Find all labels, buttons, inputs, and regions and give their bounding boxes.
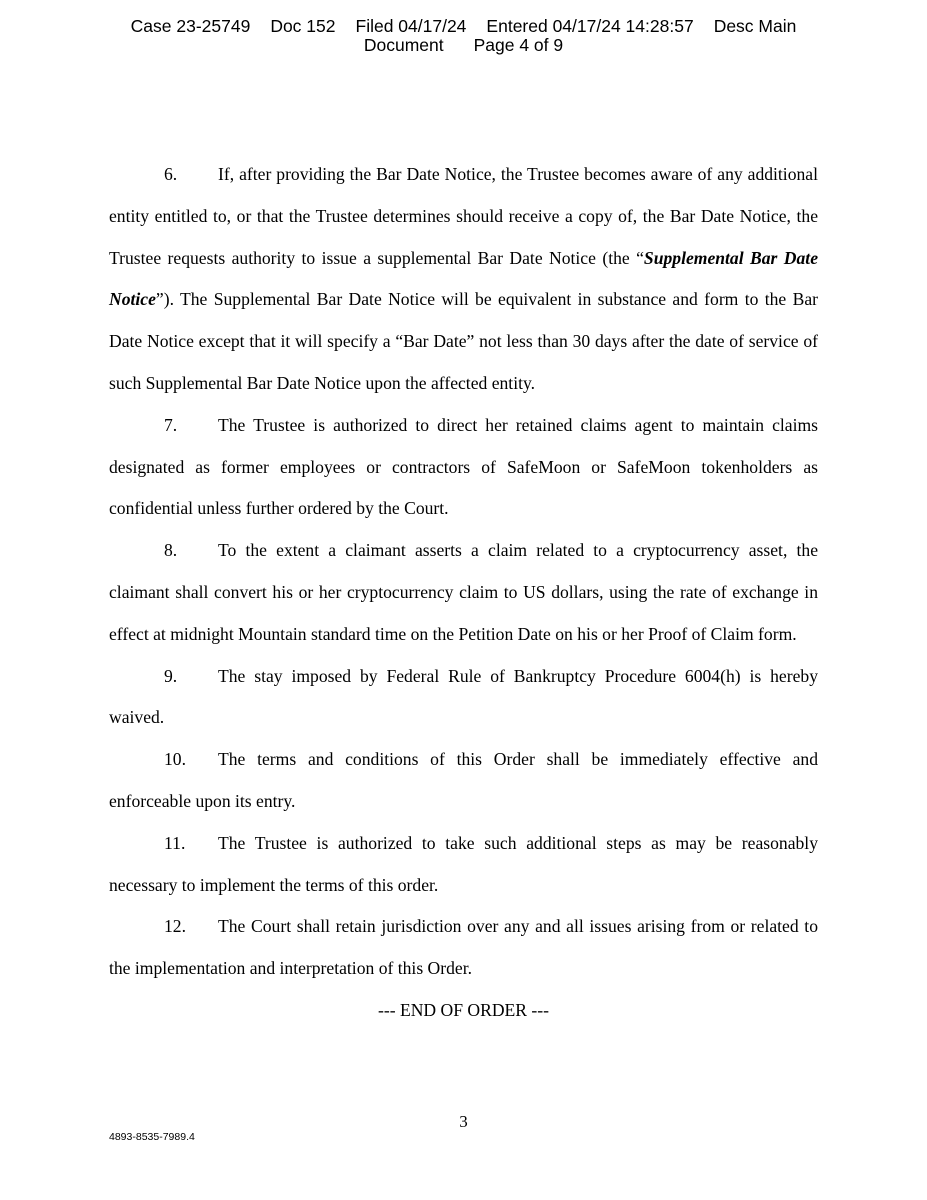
- paragraph-11: [109, 823, 818, 907]
- stamp-line-2: [0, 36, 927, 55]
- paragraph-10: [109, 739, 818, 823]
- stamp-case: Case 23-25749: [130, 16, 251, 36]
- paragraph-text: The Trustee is authorized to direct her retained claims agent to maintain claims designated as former employees or contractors of SafeMoon or SafeMoon tokenholders as confidential unless further ordered by the Court.: [109, 414, 818, 519]
- paragraph-text: The stay imposed by Federal Rule of Bankruptcy Procedure 6004(h) is hereby waived.: [109, 665, 818, 728]
- paragraph-text: The terms and conditions of this Order shall be immediately effective and enforceable upon its entry.: [109, 749, 818, 811]
- paragraph-8: [109, 530, 818, 655]
- end-of-order-marker: --- END OF ORDER ---: [377, 999, 550, 1020]
- page-number: 3: [459, 1112, 468, 1131]
- paragraph-number: 7.: [164, 414, 178, 435]
- paragraph-text: The Court shall retain jurisdiction over any and all issues arising from or related to the implementation and interpretation of this Order.: [109, 916, 818, 979]
- defined-term: Supplemental Bar Date Notice: [109, 247, 819, 310]
- stamp-page: Page 4 of 9: [473, 35, 564, 55]
- stamp-desc: Desc Main: [713, 16, 797, 36]
- paragraph-number: 8.: [164, 540, 178, 561]
- document-id: 4893-8535-7989.4: [109, 1131, 195, 1143]
- stamp-entered: Entered 04/17/24 14:28:57: [486, 16, 694, 36]
- paragraph-number: 10.: [164, 749, 186, 770]
- order-body: [109, 154, 818, 1032]
- paragraph-6: [109, 154, 818, 405]
- stamp-line-1: [0, 17, 927, 36]
- stamp-document: Document: [363, 35, 444, 55]
- paragraph-12: [109, 906, 818, 990]
- court-filing-stamp: [0, 17, 927, 55]
- paragraph-number: 12.: [164, 916, 186, 937]
- paragraph-9: [109, 656, 818, 740]
- stamp-doc: Doc 152: [270, 16, 336, 36]
- stamp-filed: Filed 04/17/24: [355, 16, 467, 36]
- paragraph-7: [109, 405, 818, 530]
- paragraph-text: ”). The Supplemental Bar Date Notice will be equivalent in substance and form to the Bar Date Notice except that it will specify a “Bar Date” not less than 30 days after the date of service of such Supplemental Bar Date Notice upon the affected entity.: [109, 289, 818, 393]
- paragraph-number: 9.: [164, 665, 178, 686]
- paragraph-number: 11.: [164, 832, 186, 853]
- paragraph-text: To the extent a claimant asserts a claim related to a cryptocurrency asset, the claimant shall convert his or her cryptocurrency claim to US dollars, using the rate of exchange in effect at midnight Mountain standard time on the Petition Date on his or her Proof of Claim form.: [109, 540, 818, 644]
- paragraph-number: 6.: [164, 164, 178, 184]
- paragraph-text: If, after providing the Bar Date Notice, the Trustee becomes aware of any additional entity entitled to, or that the Trustee determines should receive a copy of, the Bar Date Notice, the Trustee requests authority to issue a supplemental Bar Date Notice (the “: [109, 164, 818, 268]
- paragraph-text: The Trustee is authorized to take such additional steps as may be reasonably necessary to implement the terms of this order.: [109, 832, 818, 895]
